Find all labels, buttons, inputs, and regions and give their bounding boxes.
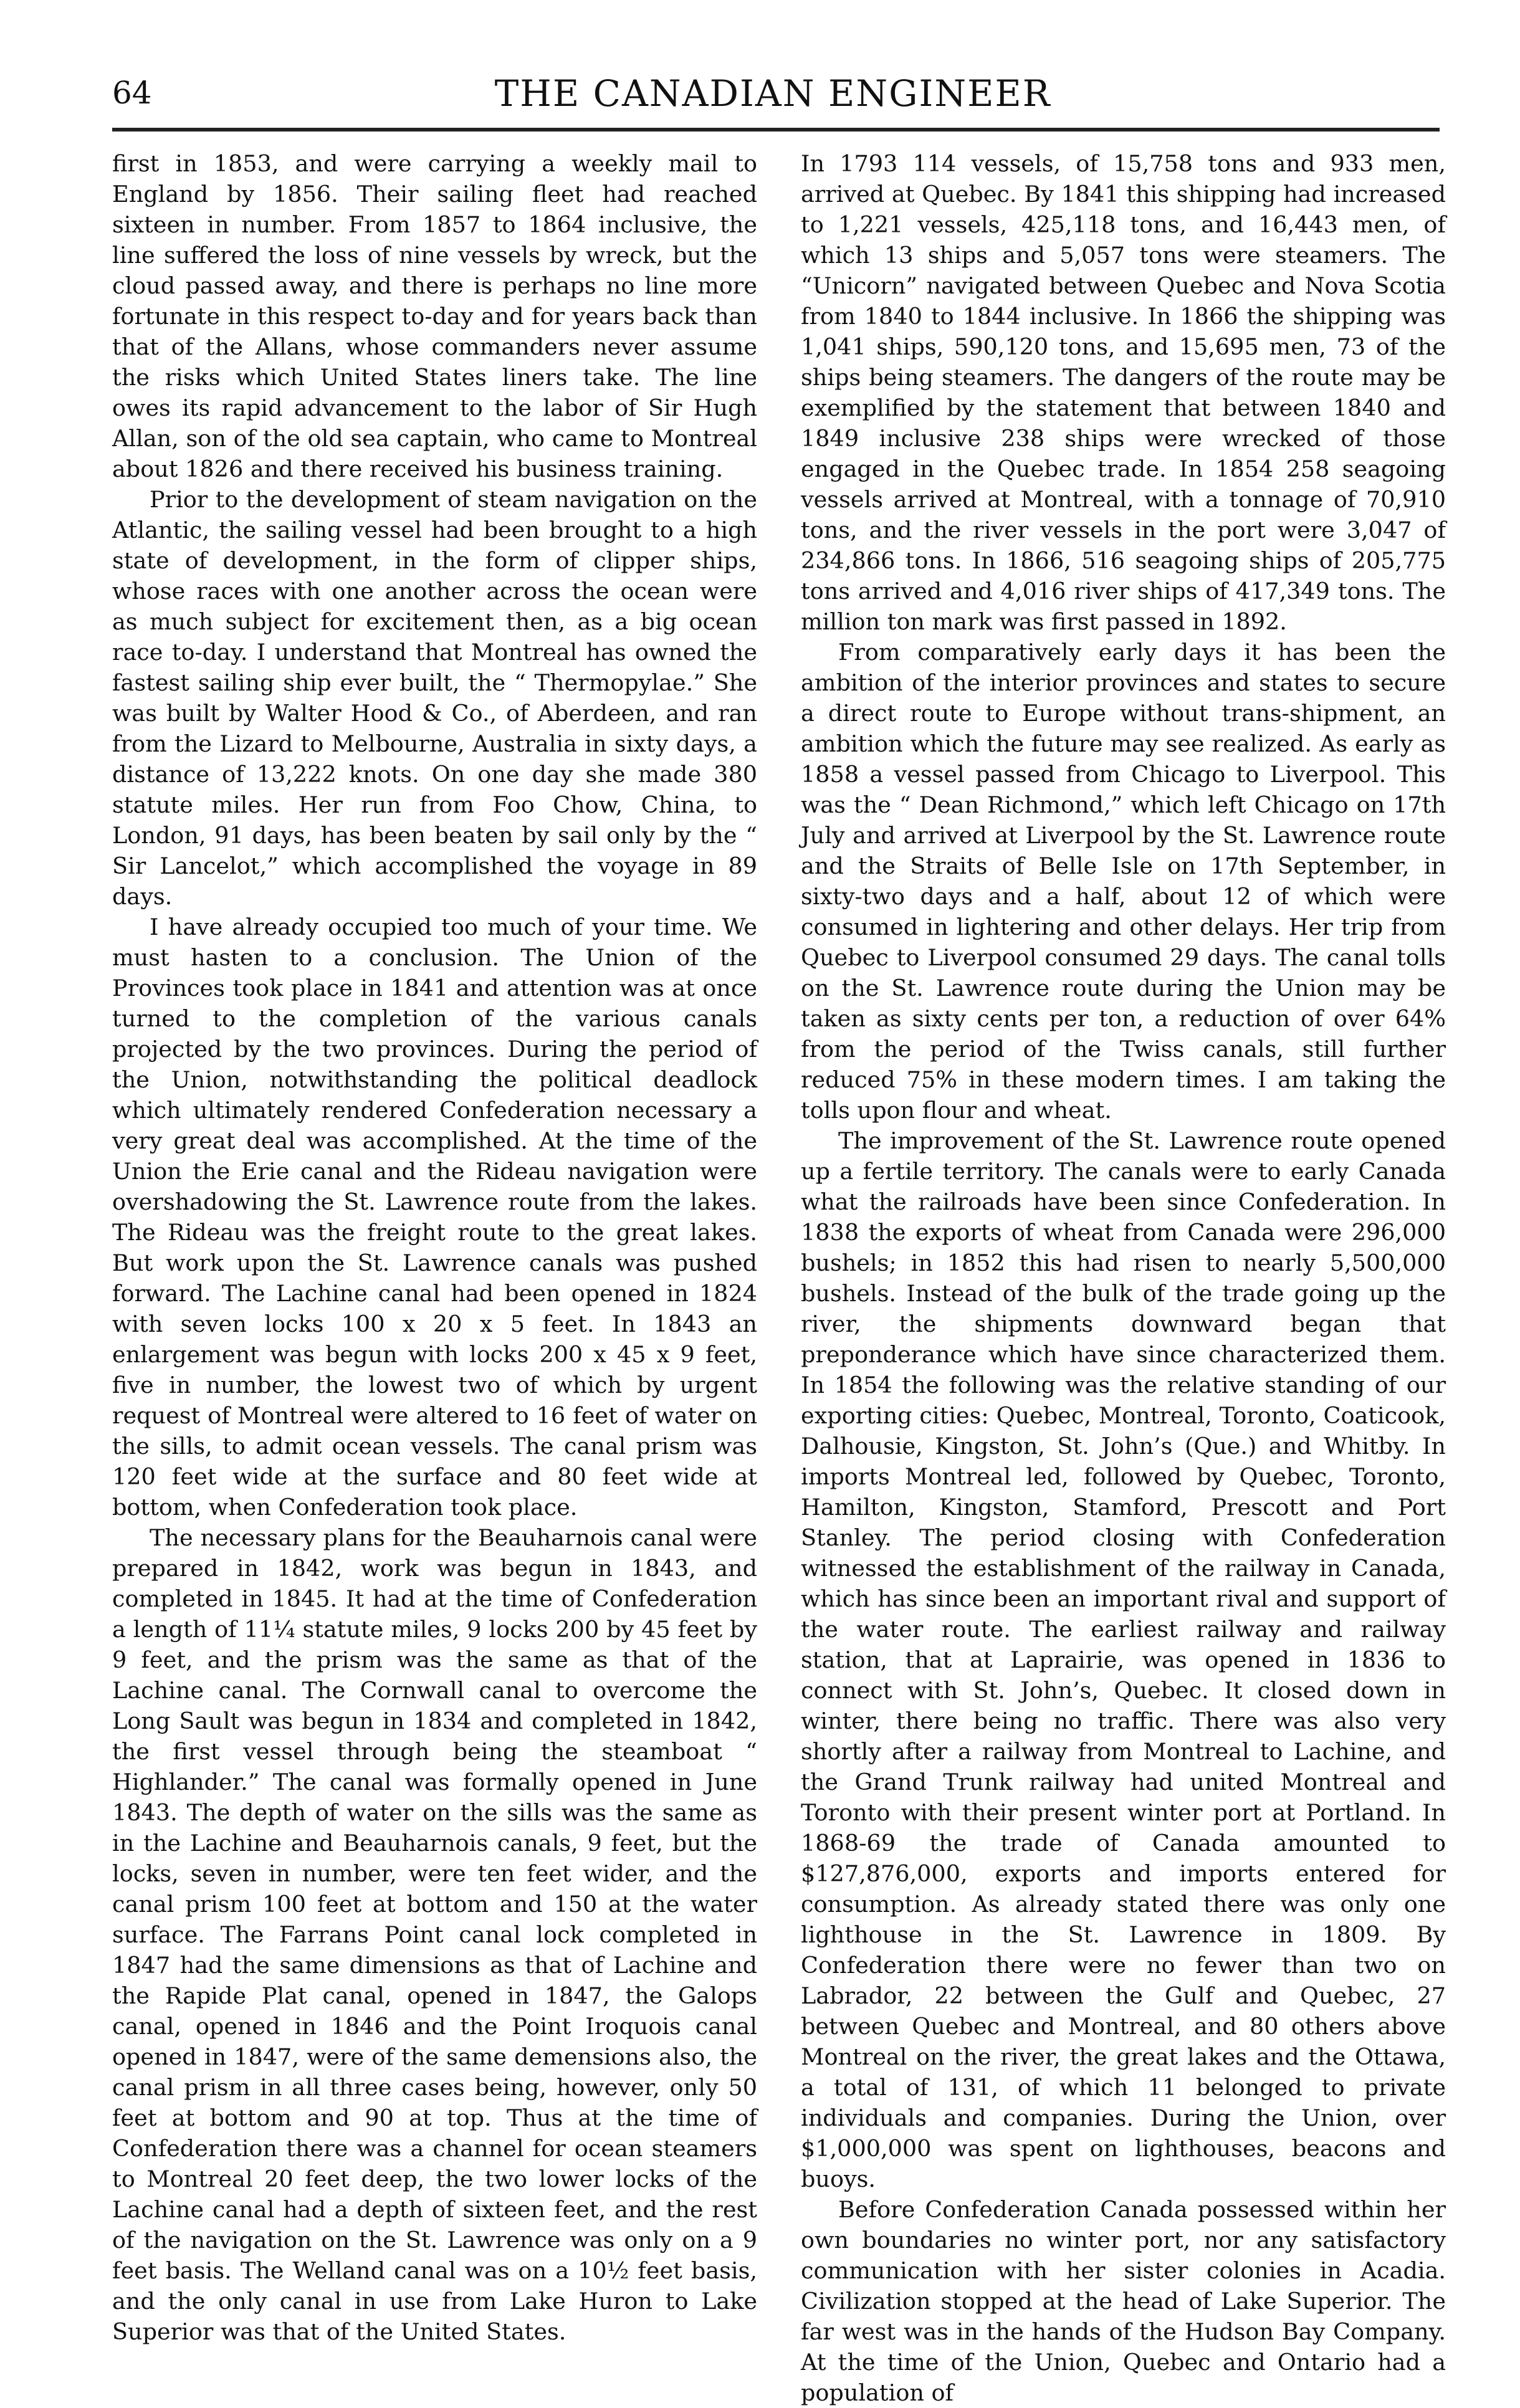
paragraph: Prior to the development of steam navigation on the Atlantic, the sailing vessel had been brought to a high state of development, in the form of clipper ships, whose races with one another across the ocean were as much subject for excitement then, as a big ocean race to-day. I understand that Montreal has owned the fastest sailing ship ever built, the “ Thermopylae.” She was built by Walter Hood & Co., of Aberdeen, and ran from the Lizard to Melbourne, Australia in sixty days, a distance of 13,222 knots. On one day she made 380 statute miles. Her run from Foo Chow, China, to London, 91 days, has been beaten by sail only by the “ Sir Lancelot,” which accomplished the voyage in 89 days. [112,486,757,910]
paragraph: From comparatively early days it has been the ambition of the interior provinces and states to secure a direct route to Europe without trans-shipment, an ambition which the future may see realized. As early as 1858 a vessel passed from Chicago to Liverpool. This was the “ Dean Richmond,” which left Chicago on 17th July and arrived at Liverpool by the St. Lawrence route and the Straits of Belle Isle on 17th September, in sixty-two days and a half, about 12 of which were consumed in lightering and other delays. Her trip from Quebec to Liverpool consumed 29 days. The canal tolls on the St. Lawrence route during the Union may be taken as sixty cents per ton, a reduction of over 64% from the period of the Twiss canals, still further reduced 75% in these modern times. I am taking the tolls upon flour and wheat. [801,639,1446,1124]
right-column [801,148,1446,2408]
paragraph: In 1793 114 vessels, of 15,758 tons and 933 men, arrived at Quebec. By 1841 this shipping had increased to 1,221 vessels, 425,118 tons, and 16,443 men, of which 13 ships and 5,057 tons were steamers. The “Unicorn” navigated between Quebec and Nova Scotia from 1840 to 1844 inclusive. In 1866 the shipping was 1,041 ships, 590,120 tons, and 15,695 men, 73 of the ships being steamers. The dangers of the route may be exemplified by the statement that between 1840 and 1849 inclusive 238 ships were wrecked of those engaged in the Quebec trade. In 1854 258 seagoing vessels arrived at Montreal, with a tonnage of 70,910 tons, and the river vessels in the port were 3,047 of 234,866 tons. In 1866, 516 seagoing ships of 205,775 tons arrived and 4,016 river ships of 417,349 tons. The million ton mark was first passed in 1892. [801,150,1446,635]
header-rule [112,128,1440,131]
paragraph: I have already occupied too much of your time. We must hasten to a conclusion. The Union of the Provinces took place in 1841 and attention was at once turned to the completion of the various canals projected by the two provinces. During the period of the Union, notwithstanding the political deadlock which ultimately rendered Confederation necessary a very great deal was accomplished. At the time of the Union the Erie canal and the Rideau navigation were overshadowing the St. Lawrence route from the lakes. The Rideau was the freight route to the great lakes. But work upon the St. Lawrence canals was pushed forward. The Lachine canal had been opened in 1824 with seven locks 100 x 20 x 5 feet. In 1843 an enlargement was begun with locks 200 x 45 x 9 feet, five in number, the lowest two of which by urgent request of Montreal were altered to 16 feet of water on the sills, to admit ocean vessels. The canal prism was 120 feet wide at the surface and 80 feet wide at bottom, when Confederation took place. [112,914,757,1521]
paragraph: Before Confederation Canada possessed within her own boundaries no winter port, nor any satisfactory communication with her sister colonies in Acadia. Civilization stopped at the head of Lake Superior. The far west was in the hands of the Hudson Bay Company. At the time of the Union, Quebec and Ontario had a population of [801,2196,1446,2406]
paragraph: The improvement of the St. Lawrence route opened up a fertile territory. The canals were to early Canada what the railroads have been since Confederation. In 1838 the exports of wheat from Canada were 296,000 bushels; in 1852 this had risen to nearly 5,500,000 bushels. Instead of the bulk of the trade going up the river, the shipments downward began that preponderance which have since characterized them. In 1854 the following was the relative standing of our exporting cities: Quebec, Montreal, Toronto, Coaticook, Dalhousie, Kingston, St. John’s (Que.) and Whitby. In imports Montreal led, followed by Quebec, Toronto, Hamilton, Kingston, Stamford, Prescott and Port Stanley. The period closing with Confederation witnessed the establishment of the railway in Canada, which has since been an important rival and support of the water route. The earliest railway and railway station, that at Laprairie, was opened in 1836 to connect with St. John’s, Quebec. It closed down in winter, there being no traffic. There was also very shortly after a railway from Montreal to Lachine, and the Grand Trunk railway had united Montreal and Toronto with their present winter port at Portland. In 1868-69 the trade of Canada amounted to $127,876,000, exports and imports entered for consumption. As already stated there was only one lighthouse in the St. Lawrence in 1809. By Confederation there were no fewer than two on Labrador, 22 between the Gulf and Quebec, 27 between Quebec and Montreal, and 80 others above Montreal on the river, the great lakes and the Ottawa, a total of 131, of which 11 belonged to private individuals and companies. During the Union, over $1,000,000 was spent on lighthouses, beacons and buoys. [801,1127,1446,2192]
left-column [112,148,757,2347]
page-header [112,69,1433,125]
journal-title: THE CANADIAN ENGINEER [494,72,1051,115]
page-number: 64 [112,75,152,111]
paragraph: The necessary plans for the Beauharnois canal were prepared in 1842, work was begun in 1843, and completed in 1845. It had at the time of Confederation a length of 11¼ statute miles, 9 locks 200 by 45 feet by 9 feet, and the prism was the same as that of the Lachine canal. The Cornwall canal to overcome the Long Sault was begun in 1834 and completed in 1842, the first vessel through being the steamboat “ Highlander.” The canal was formally opened in June 1843. The depth of water on the sills was the same as in the Lachine and Beauharnois canals, 9 feet, but the locks, seven in number, were ten feet wider, and the canal prism 100 feet at bottom and 150 at the water surface. The Farrans Point canal lock completed in 1847 had the same dimensions as that of Lachine and the Rapide Plat canal, opened in 1847, the Galops canal, opened in 1846 and the Point Iroquois canal opened in 1847, were of the same demensions also, the canal prism in all three cases being, however, only 50 feet at bottom and 90 at top. Thus at the time of Confederation there was a channel for ocean steamers to Montreal 20 feet deep, the two lower locks of the Lachine canal had a depth of sixteen feet, and the rest of the navigation on the St. Lawrence was only on a 9 feet basis. The Welland canal was on a 10½ feet basis, and the only canal in use from Lake Huron to Lake Superior was that of the United States. [112,1524,757,2345]
paragraph: first in 1853, and were carrying a weekly mail to England by 1856. Their sailing fleet had reached sixteen in number. From 1857 to 1864 inclusive, the line suffered the loss of nine vessels by wreck, but the cloud passed away, and there is perhaps no line more fortunate in this respect to-day and for years back than that of the Allans, whose commanders never assume the risks which United States liners take. The line owes its rapid advancement to the labor of Sir Hugh Allan, son of the old sea captain, who came to Montreal about 1826 and there received his business training. [112,150,757,482]
